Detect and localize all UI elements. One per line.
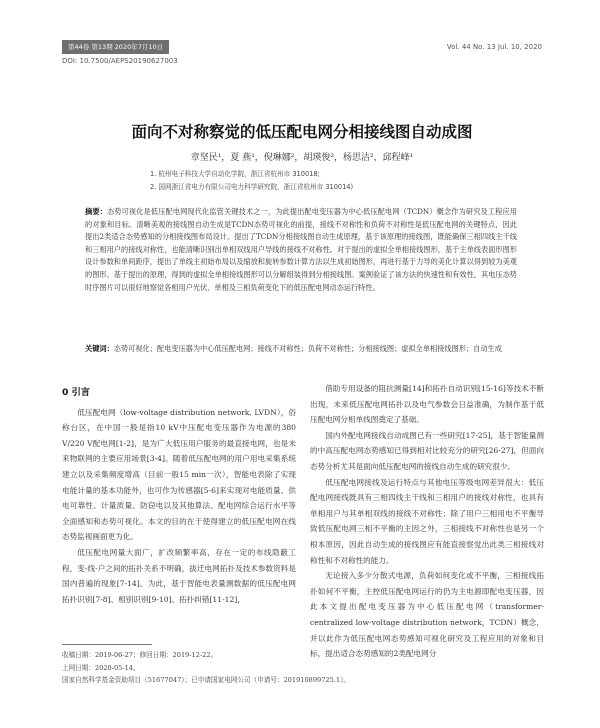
paragraph: 无论接入多少分散式电源，负荷如何变化或不平衡，三相接线拓扑如何不平衡，主控低压配电网运行的仍为主电源即配电变压器，因此本文提出配电变压器为中心低压配电网（transformer-centralized low-voltage distribution network，TCDN）概念，并以此作为低压配电网态势感知可视化研究及工程应用的对象和目标，提出适合态势感知的2类配电网分	[310, 571, 544, 659]
affiliation-2: 2. 国网浙江省电力有限公司电力科学研究院，浙江省杭州市 310014)	[150, 183, 354, 191]
affiliation-1: 1. 杭州电子科技大学自动化学院，浙江省杭州市 310018;	[150, 170, 320, 178]
running-header	[62, 40, 542, 54]
abstract-text: 态势可视化是低压配电网现代化监管关键技术之一，为此提出配电变压器为中心低压配电网（TCDN）概念作为研究及工程应用的对象和目标。清晰美观的接线图自动生成是TCDN态势可视化的前提，接线不对称性和负荷不对称性是低压配电网的关键特点，因此提出2类适合态势感知的分相接线图布局设计。提出了TCDN分相接线图自动生成原理，基于该原理的接线图，既能确保三相四线主干线和三相用户的接线对称性，也能清晰识别出单相双线用户导线的接线不对称性。对于提出的虚拟全单相接线图形，基于主单线表面形图形设计参数和单间距序，提出了单线主初始布局以及缩放和旋转参数计算方法以生成初始图形，再进行基于力导的美化计算以得到较为美观的图形。基于提出的原理，得到的虚拟全单相接线图形可以分解组装得到分相接线图。案例验证了该方法的快速性和有效性，其电压态势时序图片可以很好地察觉各相用户光伏、单相及三相负荷变化下的低压配电网动态运行特性。	[85, 207, 517, 292]
author-list: 章坚民¹，夏 燕¹，倪琳娜²，胡瑛俊²，杨思洁²，邱程峰¹	[190, 153, 414, 163]
paper-title: 面向不对称察觉的低压配电网分相接线图自动成图	[131, 123, 473, 141]
right-column	[310, 381, 544, 662]
paragraph: 低压配电网量大面广，扩改频繁率高，存在一定的布线隐蔽工程，变-线-户之间的拓扑关系不明确，拔迁电网拓扑及技术参数资料是国内普遍的现象[7-14]。为此，基于智能电表量测数据的低压配电网拓扑识别[7-8]、相别识别[9-10]、拓扑纠错[11-12]，	[62, 547, 296, 604]
footnote-funding: 国家自然科学基金资助项目（51677047）；已申请国家电网公司（申请号：201910899725.1）。	[62, 676, 350, 685]
footnote-online: 上网日期：2020-05-14。	[62, 663, 140, 672]
paragraph: 低压配电网（low-voltage distribution network, LVDN），俗称台区，在中国一般是指10 kV中压配电变压器作为电源的380 V/220 V配电网[1-2]，是为广大低压用户服务的最直接电网，也是未来物联网的主要应用场景[3-4]。随着低压配电网的用户用电采集系统建立以及采集频度增高（目前一般15 min一次），智能电表除了实现电能计量的基本功能外，也可作为传感器[5-6]来实现对电能质量、供电可靠性、计量质量、防窃电以及其他算法、配电网综合运行水平等全面感知和态势可视化。本文的目的在于使得建立的低压配电网在线态势监视画面更为化。	[62, 407, 296, 542]
paragraph: 借助专用设备的阻抗测量[14]和拓扑自动识别[15-16]等技术不断出现，未来低压配电网拓扑以及电气参数会日益准确，为制作基于低压配电网分相单线图奠定了基础。	[310, 384, 544, 425]
keywords-text: 态势可视化；配电变压器为中心低压配电网；接线不对称性；负荷不对称性；分相接线图；虚拟全单相接线图形；自动生成	[113, 344, 502, 353]
keywords	[85, 343, 517, 356]
section-heading-intro: 0 引言	[62, 387, 90, 398]
left-column	[62, 385, 296, 607]
abstract	[85, 206, 517, 294]
journal-volume-label: Vol. 44 No. 13 Jul. 10, 2020	[446, 43, 542, 51]
footnotes	[62, 649, 350, 687]
paragraph: 低压配电网接线及运行特点与其他电压等级电网差异很大：低压配电网接线既具有三相四线主干线和三相用户的接线对称性，也具有单相用户与其单相双线的接线不对称性；除了用户三相用电不平衡导致低压配电网三相不平衡的主因之外，三相接线不对称性也是另一个根本原因，因此自动生成的接线图应有能直接察觉出此类三相接线对称性和不对称性的能力。	[310, 477, 544, 565]
paragraph: 国内外配电网接线自动成图已有一些研究[17-25]，基于智能量测的中高压配电网态势感知已得到相对比较充分的研究[26-27]，但面向态势分析尤其是面向低压配电网的接线自动生成的研究很少。	[310, 430, 544, 471]
footnote-received: 收稿日期：2019-06-27；修回日期：2019-12-22。	[62, 651, 218, 659]
keywords-label: 关键词：	[85, 344, 114, 353]
footnote-divider	[62, 644, 152, 645]
abstract-label: 摘要：	[85, 207, 107, 216]
journal-issue-label: 第44卷 第13期 2020年7月10日	[62, 40, 169, 54]
doi-label: DOI: 10.7500/AEPS20190627003	[62, 57, 178, 65]
